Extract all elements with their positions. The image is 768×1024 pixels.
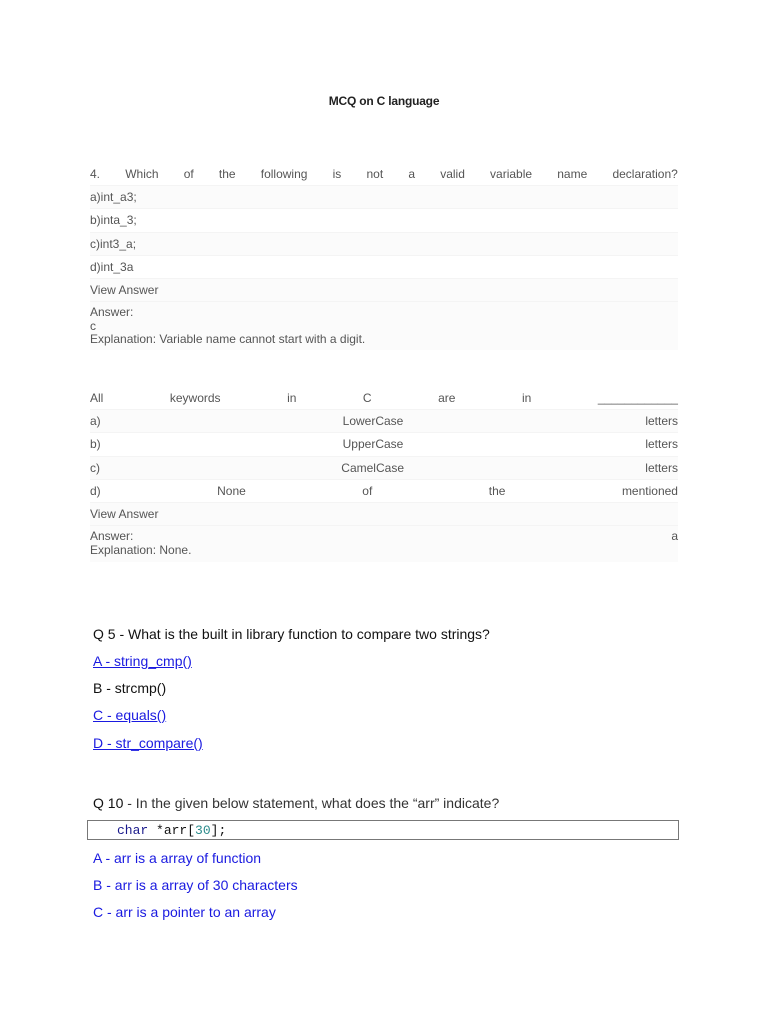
- document-title: MCQ on C language: [328, 94, 440, 108]
- word: following: [260, 167, 308, 181]
- option-word: letters: [645, 414, 678, 429]
- question-5-text: [93, 626, 490, 642]
- word: in: [521, 391, 532, 405]
- question-10-text: [93, 795, 499, 811]
- option-d: d)int_3a: [90, 256, 678, 279]
- word: All: [90, 391, 104, 405]
- word: the: [218, 167, 236, 181]
- option-d: [90, 480, 678, 503]
- question-number: Q 5: [93, 626, 116, 642]
- option-b[interactable]: B - arr is a array of 30 characters: [93, 877, 298, 893]
- answer-explanation: Explanation: None.: [90, 542, 192, 557]
- option-word: UpperCase: [342, 437, 404, 452]
- option-d-link[interactable]: D - str_compare(): [93, 735, 203, 751]
- option-word: LowerCase: [342, 414, 404, 429]
- answer-label: Answer:: [90, 305, 134, 320]
- option-word: None: [217, 483, 246, 498]
- option-word: of: [362, 483, 373, 498]
- option-a[interactable]: A - arr is a array of function: [93, 850, 262, 866]
- question-body: - In the given below statement, what does the “arr” indicate?: [123, 795, 500, 811]
- word: are: [438, 391, 456, 405]
- option-word: mentioned: [621, 483, 678, 498]
- option-word: the: [488, 483, 506, 498]
- word: C: [362, 391, 372, 405]
- word: name: [557, 167, 588, 181]
- answer-label: Answer:: [90, 529, 134, 544]
- option-letter: b): [90, 437, 101, 452]
- option-c: [90, 457, 678, 480]
- option-a-link[interactable]: A - string_cmp(): [93, 653, 192, 669]
- option-c[interactable]: C - arr is a pointer to an array: [93, 904, 276, 920]
- answer-value: c: [90, 318, 96, 333]
- answer-value: a: [671, 529, 678, 544]
- option-a: a)int_a3;: [90, 186, 678, 209]
- option-word: CamelCase: [341, 460, 404, 475]
- option-b: B - strcmp(): [93, 680, 167, 696]
- option-a: [90, 410, 678, 433]
- code-text: *arr[: [148, 823, 196, 838]
- word: variable: [490, 167, 533, 181]
- word: valid: [440, 167, 465, 181]
- code-block: [87, 820, 679, 840]
- option-c-link[interactable]: C - equals(): [93, 707, 167, 723]
- word: Which: [125, 167, 159, 181]
- word: 4.: [90, 167, 101, 181]
- option-c: c)int3_a;: [90, 233, 678, 256]
- option-word: letters: [645, 460, 678, 475]
- code-number: 30: [195, 823, 211, 838]
- word: is: [332, 167, 342, 181]
- word: keywords: [169, 391, 221, 405]
- answer-panel: [90, 302, 678, 350]
- question-number: Q 10: [93, 795, 124, 811]
- word: ____________: [597, 391, 678, 405]
- word: not: [366, 167, 384, 181]
- question-4-text: [90, 163, 678, 186]
- option-b: b)inta_3;: [90, 209, 678, 232]
- code-keyword: char: [117, 823, 149, 838]
- option-word: letters: [645, 437, 678, 452]
- code-text-end: ];: [210, 823, 227, 838]
- answer-explanation: Explanation: Variable name cannot start with a digit.: [90, 332, 366, 347]
- question-body: - What is the built in library function to compare two strings?: [115, 626, 490, 642]
- view-answer-toggle[interactable]: View Answer: [90, 279, 678, 302]
- option-letter: a): [90, 414, 101, 429]
- option-b: [90, 433, 678, 456]
- option-letter: d): [90, 483, 101, 498]
- word: of: [183, 167, 194, 181]
- word: declaration?: [612, 167, 678, 181]
- question-4-block: [90, 163, 678, 350]
- view-answer-toggle[interactable]: View Answer: [90, 503, 678, 526]
- word: a: [408, 167, 416, 181]
- question-keywords-block: [90, 387, 678, 562]
- option-letter: c): [90, 460, 100, 475]
- word: in: [287, 391, 297, 405]
- answer-panel: [90, 526, 678, 562]
- question-keywords-text: [90, 387, 678, 410]
